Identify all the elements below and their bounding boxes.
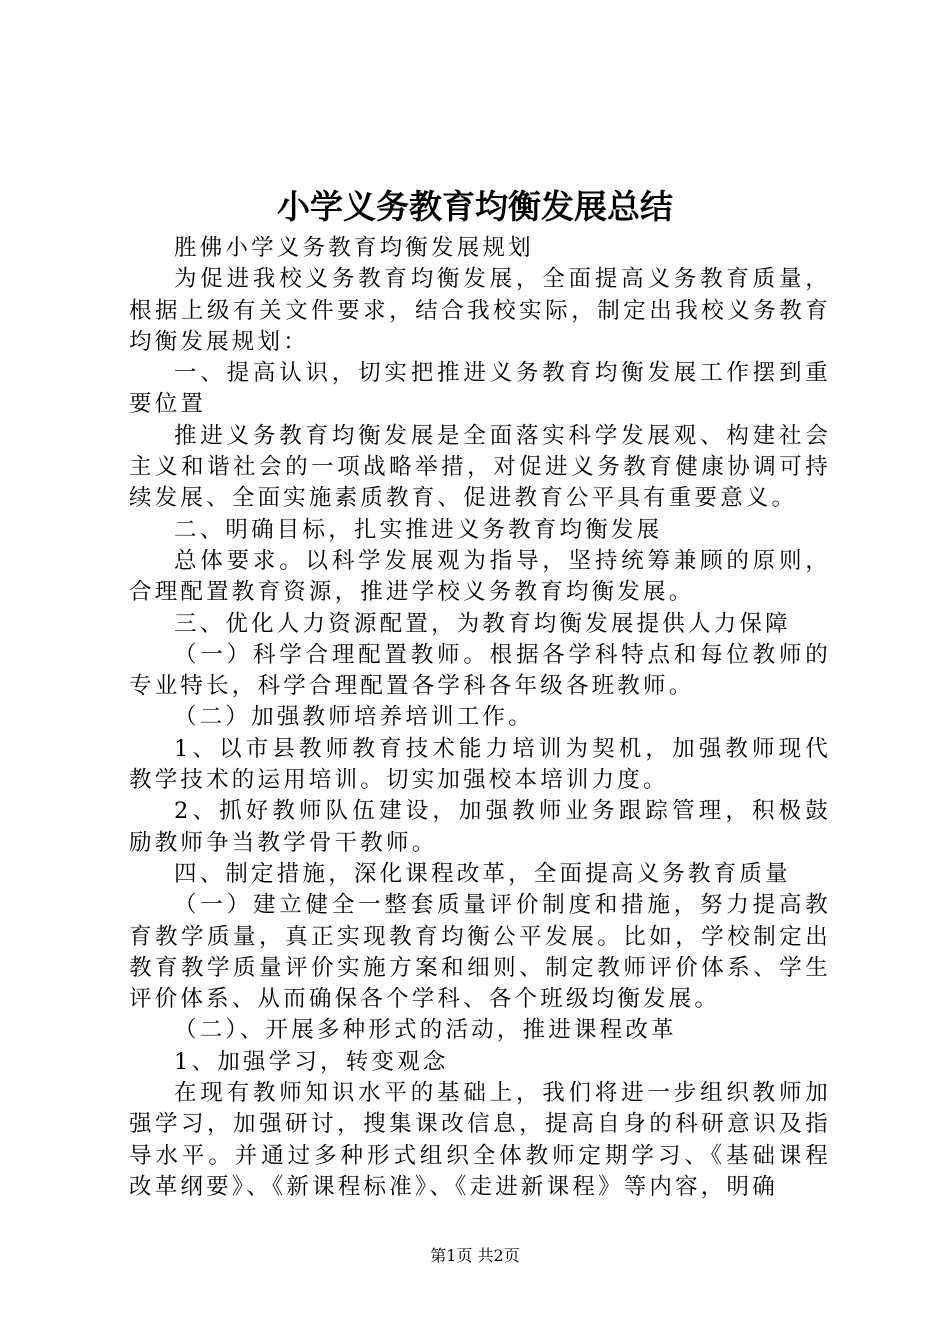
heading-section-1: 一、提高认识，切实把推进义务教育均衡发展工作摆到重要位置 — [129, 360, 831, 418]
heading-section-4: 四、制定措施，深化课程改革，全面提高义务教育质量 — [174, 860, 791, 887]
document-title: 小学义务教育均衡发展总结 — [277, 187, 673, 226]
document-body — [129, 233, 831, 1203]
paragraph-section-4-1: （一）建立健全一整套质量评价制度和措施，努力提高教育教学质量，真正实现教育均衡公平发展。比如，学校制定出教育教学质量评价实施方案和细则、制定教师评价体系、学生评价体系、从而确保各个学科、各个班级均衡发展。 — [129, 892, 831, 1013]
heading-section-2: 二、明确目标，扎实推进义务教育均衡发展 — [174, 516, 663, 543]
paragraph-plan-name: 胜佛小学义务教育均衡发展规划 — [174, 235, 534, 261]
paragraph-section-4-2: （二）、开展多种形式的活动，推进课程改革 — [174, 1017, 677, 1044]
paragraph-section-3-1: （一）科学合理配置教师。根据各学科特点和每位教师的专业特长，科学合理配置各学科各年级各班教师。 — [129, 641, 831, 700]
paragraph-section-3-2-1: 1、以市县教师教育技术能力培训为契机，加强教师现代教学技术的运用培训。切实加强校本培训力度。 — [129, 735, 831, 794]
paragraph-section-3-2: （二）加强教师培养培训工作。 — [174, 704, 534, 731]
paragraph-intro: 为促进我校义务教育均衡发展，全面提高义务教育质量，根据上级有关文件要求，结合我校实际，制定出我校义务教育均衡发展规划： — [129, 266, 831, 355]
paragraph-section-3-2-2: 2、抓好教师队伍建设，加强教师业务跟踪管理，积极鼓励教师争当教学骨干教师。 — [129, 798, 831, 856]
paragraph-section-4-2-1-body: 在现有教师知识水平的基础上，我们将进一步组织教师加强学习，加强研讨，搜集课改信息，提高自身的科研意识及指导水平。并通过多种形式组织全体教师定期学习、《基础课程改革纲要》、《新课程标准》、《走进新课程》等内容，明确 — [129, 1080, 831, 1200]
heading-section-3: 三、优化人力资源配置，为教育均衡发展提供人力保障 — [174, 610, 791, 637]
paragraph-section-1: 推进义务教育均衡发展是全面落实科学发展观、构建社会主义和谐社会的一项战略举措，对促进义务教育健康协调可持续发展、全面实施素质教育、促进教育公平具有重要意义。 — [129, 422, 831, 512]
paragraph-section-2: 总体要求。以科学发展观为指导，坚持统筹兼顾的原则，合理配置教育资源，推进学校义务教育均衡发展。 — [129, 547, 831, 606]
page-footer: 第1页 共2页 — [430, 1246, 520, 1265]
paragraph-section-4-2-1: 1、加强学习，转变观念 — [174, 1048, 449, 1075]
